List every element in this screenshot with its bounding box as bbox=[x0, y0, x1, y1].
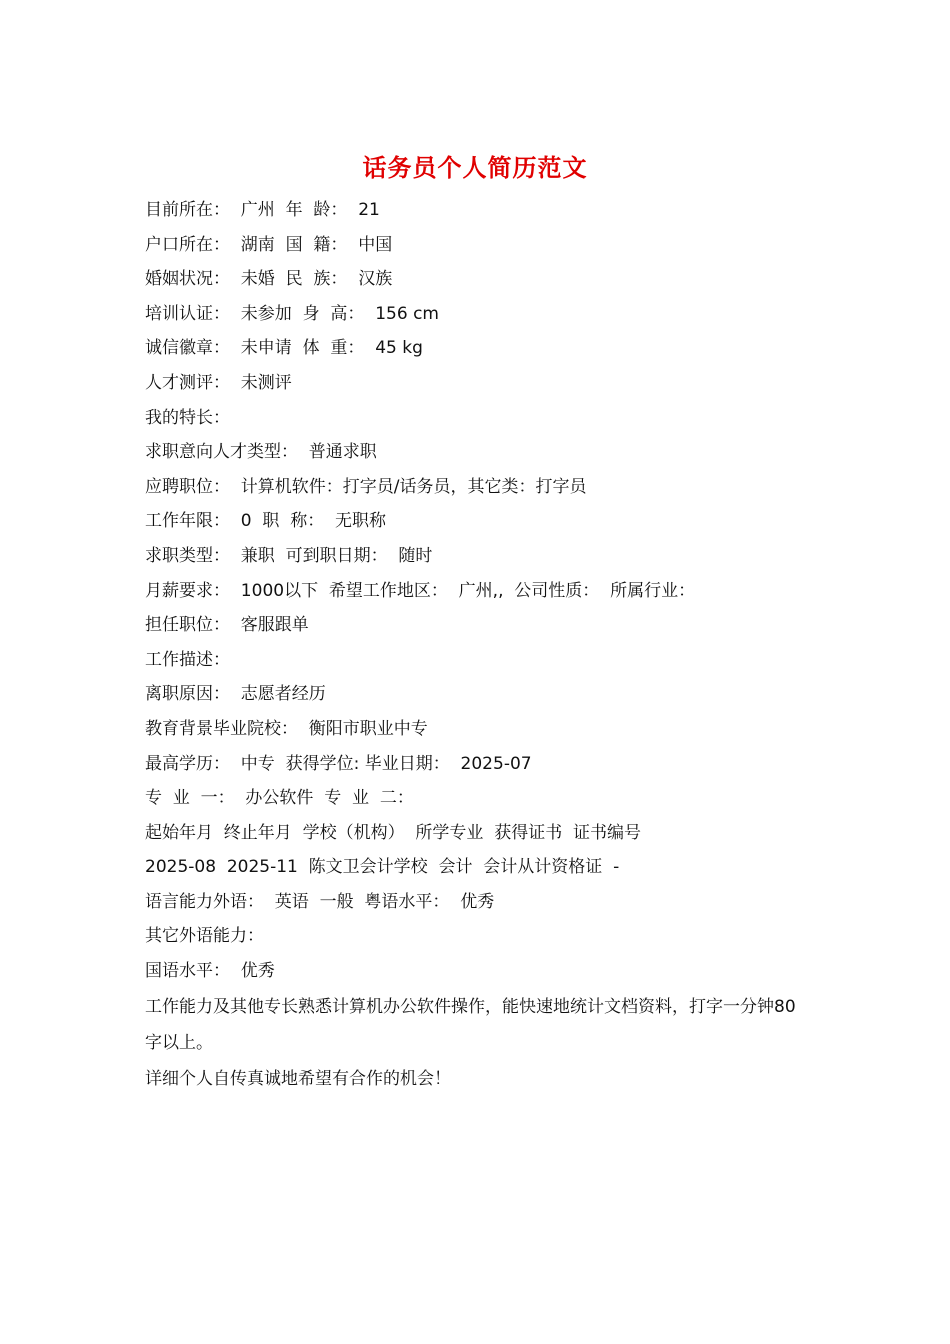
resume-body bbox=[145, 193, 805, 1097]
field-integrity-badge: 诚信徽章： 未申请 体 重： 45 kg bbox=[145, 338, 423, 359]
field-training-certification: 培训认证： 未参加 身 高： 156 cm bbox=[145, 303, 439, 324]
field-mandarin-level: 国语水平： 优秀 bbox=[145, 961, 275, 982]
field-talent-assessment: 人才测评： 未测评 bbox=[145, 372, 292, 393]
field-marital-status: 婚姻状况： 未婚 民 族： 汉族 bbox=[145, 269, 393, 290]
field-reason-for-leaving: 离职原因： 志愿者经历 bbox=[145, 684, 326, 705]
page-title: 话务员个人简历范文 bbox=[362, 153, 588, 182]
field-majors: 专 业 一： 办公软件 专 业 二： bbox=[145, 788, 414, 809]
field-highest-education: 最高学历： 中专 获得学位: 毕业日期： 2025-07 bbox=[145, 753, 532, 774]
field-language-ability: 语言能力外语： 英语 一般 粤语水平： 优秀 bbox=[145, 891, 495, 912]
field-other-languages: 其它外语能力： bbox=[145, 926, 264, 947]
field-job-intention-type: 求职意向人才类型： 普通求职 bbox=[145, 442, 377, 463]
field-position-held: 担任职位： 客服跟单 bbox=[145, 615, 309, 636]
field-work-description: 工作描述： bbox=[145, 649, 230, 670]
field-job-type: 求职类型： 兼职 可到职日期： 随时 bbox=[145, 545, 433, 566]
field-work-years: 工作年限： 0 职 称： 无职称 bbox=[145, 511, 387, 532]
paragraph-self-statement: 详细个人自传真诚地希望有合作的机会！ bbox=[145, 1068, 451, 1089]
field-salary-expectation: 月薪要求： 1000以下 希望工作地区： 广州,, 公司性质： 所属行业： bbox=[145, 580, 696, 601]
education-table-header: 起始年月 终止年月 学校（机构） 所学专业 获得证书 证书编号 bbox=[145, 822, 642, 843]
field-household-registration: 户口所在： 湖南 国 籍： 中国 bbox=[145, 234, 393, 255]
field-specialties: 我的特长： bbox=[145, 407, 230, 428]
field-applied-position: 应聘职位： 计算机软件：打字员/话务员，其它类：打字员 bbox=[145, 476, 587, 497]
paragraph-work-ability: 工作能力及其他专长熟悉计算机办公软件操作，能快速地统计文档资料，打字一分钟80字以上。 bbox=[145, 996, 796, 1053]
education-table-row: 2025-08 2025-11 陈文卫会计学校 会计 会计从计资格证 - bbox=[145, 857, 620, 878]
field-current-location: 目前所在： 广州 年 龄： 21 bbox=[145, 200, 380, 220]
field-education-school: 教育背景毕业院校： 衡阳市职业中专 bbox=[145, 718, 428, 739]
